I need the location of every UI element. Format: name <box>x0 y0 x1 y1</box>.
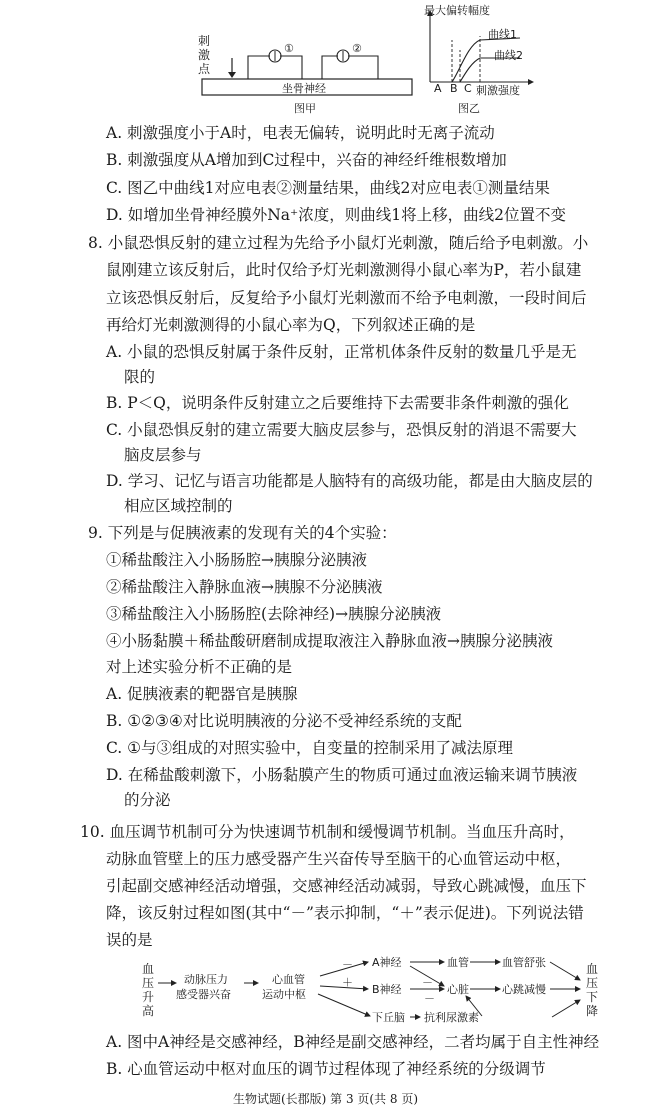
q7-option-a: A. 刺激强度小于A时，电表无偏转，说明此时无离子流动 <box>106 124 495 142</box>
diagram-adh: 抗利尿激素 <box>424 1011 479 1024</box>
figure-jia-caption: 图甲 <box>294 102 316 115</box>
q8-stem-1: 8. 小鼠恐惧反射的建立过程为先给予小鼠灯光刺激，随后给予电刺激。小 <box>88 234 589 252</box>
q9-option-a: A. 促胰液素的靶器官是胰腺 <box>106 685 298 703</box>
q7-option-c: C. 图乙中曲线1对应电表②测量结果，曲线2对应电表①测量结果 <box>106 179 550 197</box>
diagram-plus: ＋ <box>342 976 353 989</box>
q9-experiment-1: ①稀盐酸注入小肠肠腔→胰腺分泌胰液 <box>106 551 367 569</box>
diagram-minus-1: － <box>342 958 353 971</box>
q8-option-c-cont: 脑皮层参与 <box>124 446 202 464</box>
q9-question: 对上述实验分析不正确的是 <box>106 658 293 676</box>
page-footer: 生物试题(长郡版) 第 3 页(共 8 页) <box>232 1092 419 1106</box>
yi-curve1-label: 曲线1 <box>488 28 517 41</box>
diagram-heart: 心脏 <box>447 983 469 996</box>
diagram-a-nerve: A神经 <box>372 956 402 969</box>
diagram-dilation: 血管舒张 <box>502 956 546 969</box>
yi-curve2-label: 曲线2 <box>494 49 523 62</box>
q8-option-b: B. P＜Q，说明条件反射建立之后要维持下去需要非条件刺激的强化 <box>106 394 569 412</box>
q8-option-a: A. 小鼠的恐惧反射属于条件反射，正常机体条件反射的数量几乎是无 <box>106 343 577 361</box>
q10-stem-2: 动脉血管壁上的压力感受器产生兴奋传导至脑干的心血管运动中枢， <box>106 850 572 868</box>
q10-option-a: A. 图中A神经是交感神经，B神经是副交感神经，二者均属于自主性神经 <box>106 1033 600 1051</box>
diagram-receptor-1: 动脉压力 <box>184 973 228 986</box>
stim-label: 刺激点 <box>198 34 211 76</box>
diagram-minus-2: － <box>422 976 433 989</box>
q9-experiment-3: ③稀盐酸注入小肠肠腔(去除神经)→胰腺分泌胰液 <box>106 605 442 623</box>
diagram-center-2: 运动中枢 <box>262 988 306 1001</box>
diagram-slow-beat: 心跳减慢 <box>502 983 546 996</box>
yi-tick-c: C <box>464 82 472 95</box>
q8-option-c: C. 小鼠恐惧反射的建立需要大脑皮层参与，恐惧反射的消退不需要大 <box>106 421 577 439</box>
yi-tick-a: A <box>434 82 442 95</box>
q7-option-d: D. 如增加坐骨神经膜外Na⁺浓度，则曲线1将上移，曲线2位置不变 <box>106 206 566 224</box>
q9-stem: 9. 下列是与促胰液素的发现有关的4个实验： <box>88 524 397 542</box>
q9-experiment-4: ④小肠黏膜＋稀盐酸研磨制成提取液注入静脉血液→胰腺分泌胰液 <box>106 632 553 650</box>
nerve-label: 坐骨神经 <box>282 82 326 95</box>
q8-stem-3: 立该恐惧反射后，反复给予小鼠灯光刺激而不给予电刺激，一段时间后 <box>106 289 587 307</box>
figure-yi <box>420 0 545 118</box>
q10-stem-5: 误的是 <box>106 931 153 949</box>
diagram-vessel: 血管 <box>447 956 469 969</box>
q10-option-b: B. 心血管运动中枢对血压的调节过程体现了神经系统的分级调节 <box>106 1060 546 1078</box>
meter-2-label: ② <box>352 42 362 55</box>
meter-1-label: ① <box>284 42 294 55</box>
yi-xlabel: 刺激强度 <box>476 84 520 97</box>
q7-option-b: B. 刺激强度从A增加到C过程中，兴奋的神经纤维根数增加 <box>106 151 507 169</box>
q9-option-c: C. ①与③组成的对照实验中，自变量的控制采用了减法原理 <box>106 739 514 757</box>
figure-jia <box>190 0 420 118</box>
diagram-start: 血压升高 <box>142 962 155 1018</box>
diagram-center-1: 心血管 <box>272 973 305 986</box>
q10-stem-4: 降，该反射过程如图(其中“－”表示抑制，“＋”表示促进)。下列说法错 <box>106 904 584 922</box>
q8-option-d: D. 学习、记忆与语言功能都是人脑特有的高级功能，都是由大脑皮层的 <box>106 472 593 490</box>
q10-diagram <box>136 950 626 1025</box>
q9-option-d-cont: 的分泌 <box>124 791 171 809</box>
diagram-minus-3: － <box>424 992 435 1005</box>
q9-option-b: B. ①②③④对比说明胰液的分泌不受神经系统的支配 <box>106 712 462 730</box>
yi-ylabel: 最大偏转幅度 <box>424 4 490 17</box>
q8-option-a-cont: 限的 <box>124 368 156 386</box>
diagram-receptor-2: 感受器兴奋 <box>176 988 231 1001</box>
figure-yi-caption: 图乙 <box>458 102 480 115</box>
q8-stem-2: 鼠刚建立该反射后，此时仅给予灯光刺激测得小鼠心率为P，若小鼠建 <box>106 261 582 279</box>
q10-stem-3: 引起副交感神经活动增强，交感神经活动减弱，导致心跳减慢，血压下 <box>106 877 587 895</box>
q9-experiment-2: ②稀盐酸注入静脉血液→胰腺不分泌胰液 <box>106 578 383 596</box>
q8-option-d-cont: 相应区域控制的 <box>124 497 233 515</box>
diagram-hypothalamus: 下丘脑 <box>372 1011 405 1024</box>
yi-tick-b: B <box>450 82 458 95</box>
diagram-end: 血压下降 <box>586 962 599 1018</box>
q10-stem-1: 10. 血压调节机制可分为快速调节机制和缓慢调节机制。当血压升高时， <box>80 823 575 841</box>
q9-option-d: D. 在稀盐酸刺激下，小肠黏膜产生的物质可通过血液运输来调节胰液 <box>106 766 578 784</box>
diagram-b-nerve: B神经 <box>372 983 402 996</box>
q8-stem-4: 再给灯光刺激测得的小鼠心率为Q，下列叙述正确的是 <box>106 316 476 334</box>
